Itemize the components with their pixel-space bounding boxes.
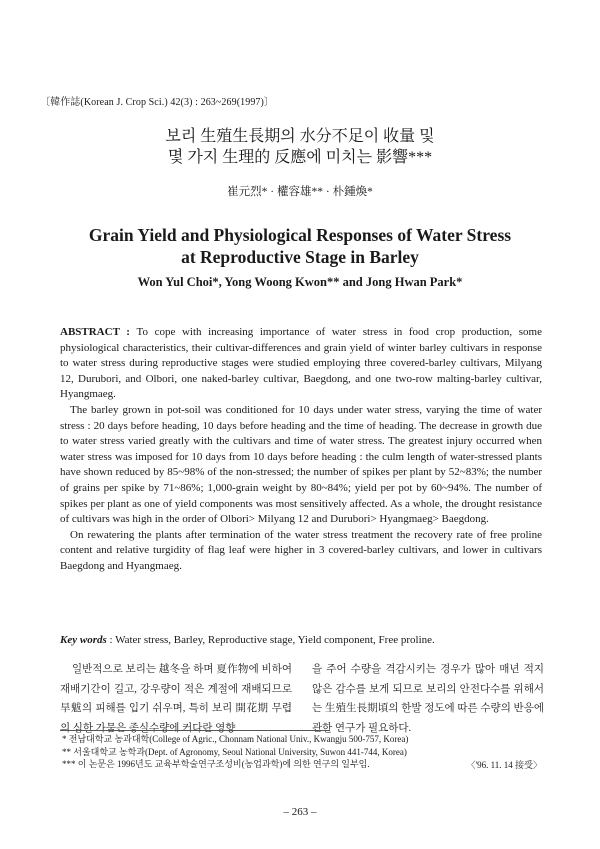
keywords-text: : Water stress, Barley, Reproductive stage, Yield component, Free proline. [106, 634, 435, 646]
body-column-left [60, 660, 292, 738]
body-left-text: 일반적으로 보리는 越冬을 하며 夏作物에 비하여 재배기간이 길고, 강우량이 적은 계절에 재배되므로 旱魃의 피해를 입기 쉬우며, 특히 보리 開花期 무렵의 심한 가뭄은 종실수량에 커다란 영향 [60, 664, 292, 734]
korean-title-line-1: 보리 生殖生長期의 水分不足이 收量 및 [165, 128, 435, 145]
korean-authors: 崔元烈* · 權容雄** · 朴鍾煥* [227, 186, 373, 198]
abstract-paragraph-1: To cope with increasing importance of water stress in food crop production, some physiological characteristics, their cultivar-differences and grain yield of winter barley cultivars in response to water stress during reproductive stages were studied employing three covered-barley cultivars, Milyang 12, Durubori, and Olbori, one naked-barley cultivar, Baegdong, and one two-row malting-barley cultivar, Hyangmaeg. [60, 326, 542, 401]
footnote-divider [60, 730, 330, 731]
english-title-line-2: at Reproductive Stage in Barley [181, 247, 419, 267]
english-title-line-1: Grain Yield and Physiological Responses of Water Stress [88, 225, 512, 245]
body-column-right [312, 660, 544, 738]
abstract-label: ABSTRACT : [60, 326, 137, 338]
keywords-label: Key words [60, 634, 107, 646]
korean-title [0, 126, 600, 168]
english-title [0, 224, 600, 268]
english-authors: Won Yul Choi*, Yong Woong Kwon** and Jong Hwan Park* [137, 275, 463, 289]
korean-title-line-2: 몇 가지 生理的 反應에 미치는 影響*** [167, 149, 433, 166]
body-right-text: 을 주어 수량을 격감시키는 경우가 많아 매년 적지 않은 감수를 보게 되므로 보리의 안전다수를 위해서는 生殖生長期頃의 한발 정도에 따른 수량의 반응에 관한 연구가 필요하다. [312, 664, 544, 734]
footnote-2: ** 서울대학교 농학과(Dept. of Agronomy, Seoul National University, Suwon 441-744, Korea) [62, 746, 407, 757]
page-number: – 263 – [283, 806, 317, 818]
footnote-1: * 전남대학교 농과대학(College of Agric., Chonnam National Univ., Kwangju 500-757, Korea) [62, 734, 409, 744]
abstract-paragraph-3: On rewatering the plants after termination of the water stress treatment the recovery rate of free proline content and relative turgidity of flag leaf were higher in 3 covered-barley cultivars, and lower in cultivars Baegdong and Hyangmaeg. [60, 528, 542, 572]
abstract-paragraph-2: The barley grown in pot-soil was conditioned for 10 days under water stress, varying the time of water stress : 20 days before heading, 10 days before heading and the time of heading. The decrease in growth due to water stress varied greatly with the cultivars and time of water stress. The greatest injury occurred when water stress was imposed for 10 days from 10 days before heading : the culm length of water-stressed plants have shown reduced by 85~98% of the non-stressed; the number of spikes per plant by 52~83%; the number of grains per spike by 71~86%; 1,000-grain weight by 80~84%; yield per pot by 60~94%. The number of spikes per plant as one of yield components was most sensitively affected. As a whole, the drought resistance of cultivars was high in the order of Olbori> Milyang 12 and Durubori> Hyangmaeg> Baegdong. [60, 403, 542, 526]
footnote-3: *** 이 논문은 1996년도 교육부학술연구조성비(농업과학)에 의한 연구의 일부임. [62, 759, 370, 770]
keywords [60, 634, 542, 646]
abstract [60, 325, 542, 575]
journal-citation: 〔韓作誌(Korean J. Crop Sci.) 42(3) : 263~269(1997)〕 [40, 97, 275, 108]
received-date: 〈'96. 11. 14 接受〉 [466, 760, 542, 770]
